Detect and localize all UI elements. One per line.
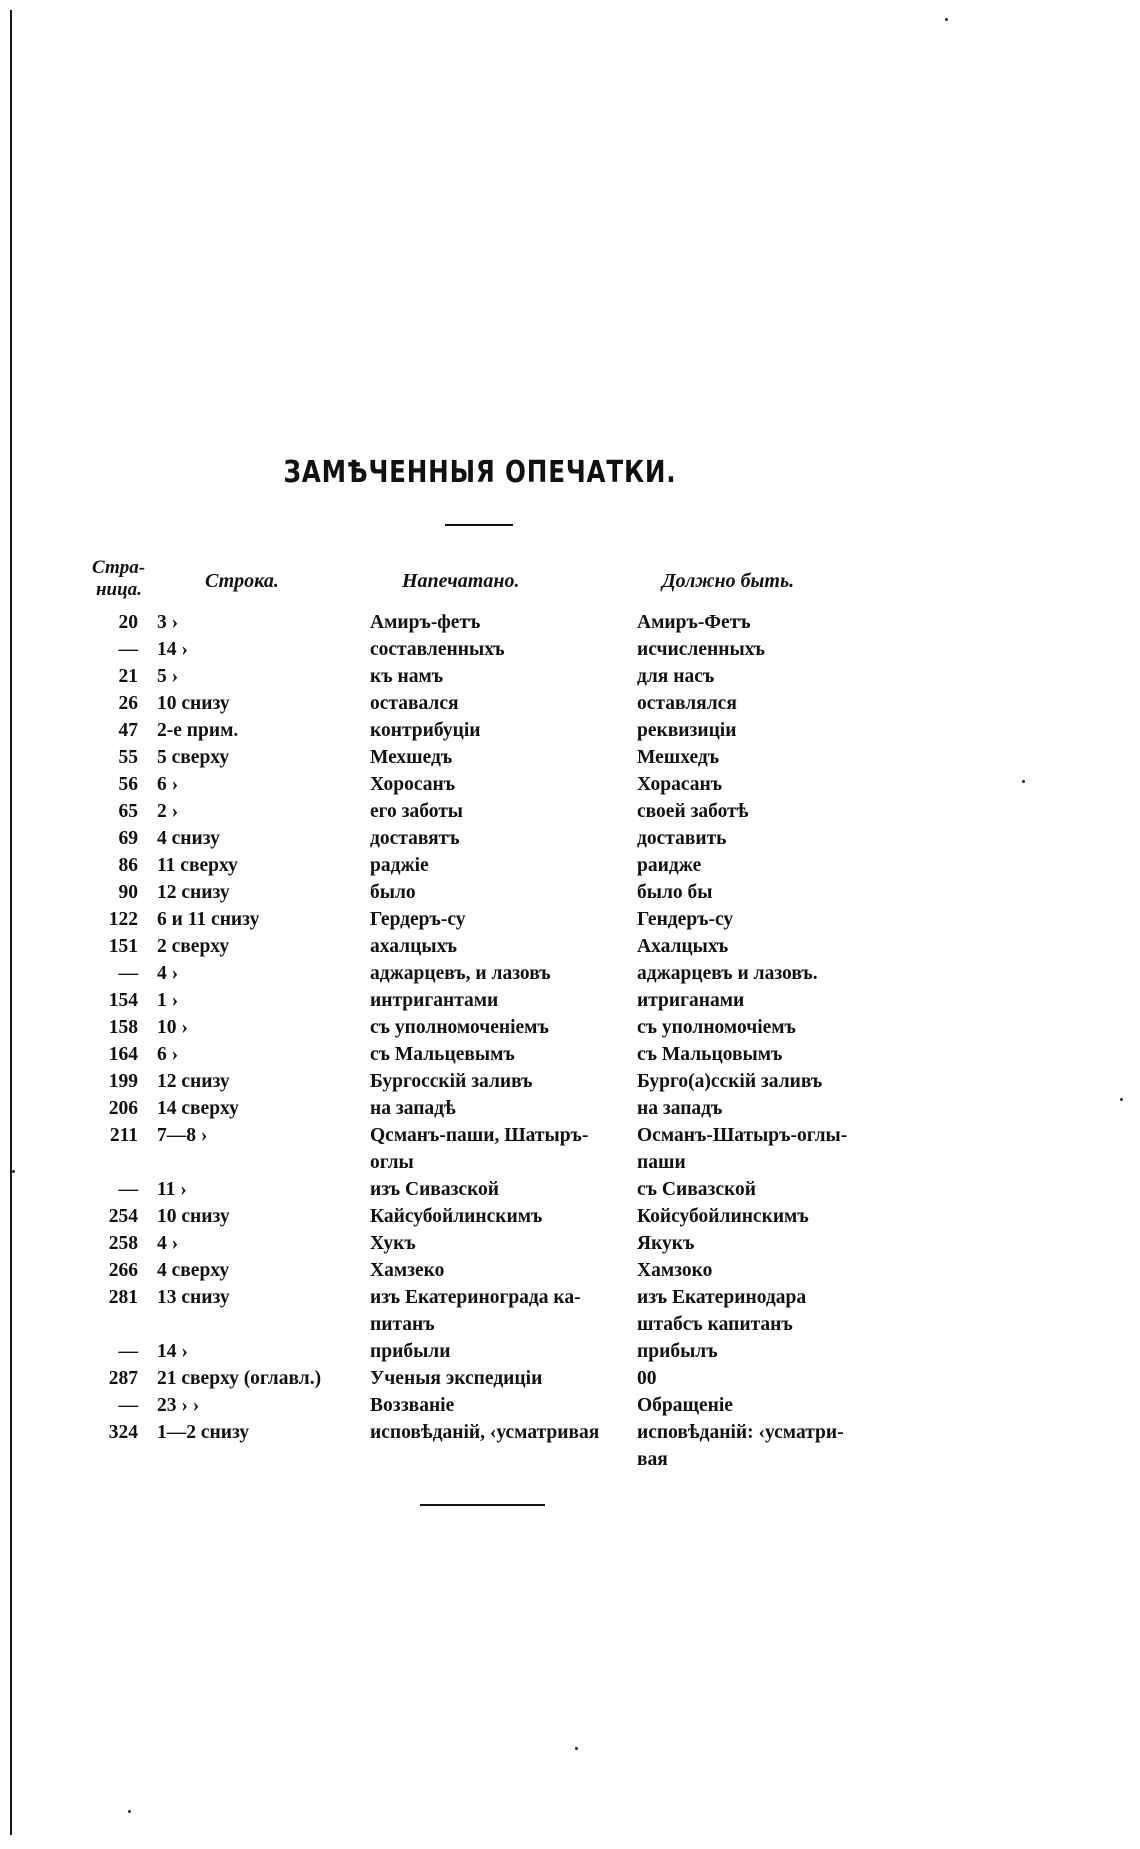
row-printed: Хоросанъ (370, 774, 456, 795)
header-page (92, 557, 145, 601)
row-should-be: Койсубойлинскимъ (637, 1206, 809, 1227)
row-line: 11 сверху (157, 855, 238, 876)
table-row (0, 825, 960, 852)
row-printed: Гердеръ-су (370, 909, 466, 930)
row-should-be: реквизиціи (637, 720, 737, 741)
row-should-be: прибылъ (637, 1341, 718, 1362)
row-should-be: Ахалцыхъ (637, 936, 729, 957)
row-should-be: своей заботѣ (637, 801, 749, 822)
row-should-be: было бы (637, 882, 713, 903)
row-page: 266 (108, 1260, 138, 1281)
row-should-be: 00 (637, 1368, 657, 1389)
row-printed: было (370, 882, 416, 903)
row-should-be: Якукъ (637, 1233, 695, 1254)
row-line: 6 › (157, 1044, 179, 1065)
row-page: — (118, 639, 138, 660)
row-line: 3 › (157, 612, 179, 633)
row-should-be: Гендеръ-су (637, 909, 734, 930)
table-row (0, 771, 960, 798)
header-page-line: ница. (96, 579, 142, 600)
row-page: 199 (108, 1071, 138, 1092)
table-row (0, 609, 960, 636)
table-row (0, 1041, 960, 1068)
row-line: 10 снизу (157, 1206, 230, 1227)
row-printed: Кайсубойлинскимъ (370, 1206, 543, 1227)
row-printed: его заботы (370, 801, 464, 822)
row-page: 26 (118, 693, 138, 714)
row-should-be: Хорасанъ (637, 774, 723, 795)
table-row (0, 663, 960, 690)
table-header (0, 555, 960, 611)
row-line: 14 сверху (157, 1098, 239, 1119)
row-page: 56 (118, 774, 138, 795)
row-printed: раджіе (370, 855, 429, 876)
row-printed: прибыли (370, 1341, 451, 1362)
table-row (0, 1068, 960, 1095)
row-should-be: изъ Екатеринодара штабсъ капитанъ (637, 1287, 807, 1335)
row-line: 7—8 › (157, 1125, 208, 1146)
row-line: 4 снизу (157, 828, 220, 849)
row-page: — (118, 1179, 138, 1200)
row-printed: ахалцыхъ (370, 936, 457, 957)
row-should-be: исповѣданій: ‹усматри- вая (637, 1422, 844, 1470)
row-should-be: Амиръ-Фетъ (637, 612, 751, 633)
row-line: 21 сверху (оглавл.) (157, 1368, 322, 1389)
header-should-be: Должно быть. (662, 570, 795, 592)
row-printed: Хамзеко (370, 1260, 445, 1281)
row-line: 4 › (157, 963, 179, 984)
row-printed: контрибуціи (370, 720, 481, 741)
speck (945, 18, 948, 21)
row-should-be: исчисленныхъ (637, 639, 766, 660)
row-line: 5 › (157, 666, 179, 687)
row-should-be: съ Сивазской (637, 1179, 756, 1200)
row-page: 281 (108, 1287, 138, 1308)
row-page: 154 (108, 990, 138, 1011)
row-line: 6 и 11 снизу (157, 909, 260, 930)
table-row (0, 1284, 960, 1338)
errata-table (0, 609, 960, 1473)
speck (1120, 1098, 1123, 1101)
row-page: 324 (108, 1422, 138, 1443)
row-page: 86 (118, 855, 138, 876)
table-row (0, 1392, 960, 1419)
row-should-be: для насъ (637, 666, 715, 687)
row-page: 258 (108, 1233, 138, 1254)
row-page: 254 (108, 1206, 138, 1227)
row-page: — (118, 1341, 138, 1362)
table-row (0, 1203, 960, 1230)
row-page: 55 (118, 747, 138, 768)
row-printed: доставятъ (370, 828, 460, 849)
table-row (0, 1365, 960, 1392)
row-page: 164 (108, 1044, 138, 1065)
row-printed: Хукъ (370, 1233, 416, 1254)
row-printed: Воззваніе (370, 1395, 455, 1416)
row-line: 2-е прим. (157, 720, 239, 741)
table-row (0, 1419, 960, 1473)
row-printed: къ намъ (370, 666, 444, 687)
row-printed: Амиръ-фетъ (370, 612, 481, 633)
row-page: — (118, 963, 138, 984)
row-page: 211 (109, 1125, 138, 1146)
header-page-line: Стра- (92, 557, 146, 578)
row-page: 122 (108, 909, 138, 930)
row-printed: интригантами (370, 990, 499, 1011)
table-row (0, 690, 960, 717)
table-row (0, 987, 960, 1014)
row-line: 12 снизу (157, 1071, 230, 1092)
header-printed: Напечатано. (402, 570, 520, 592)
row-should-be: Османъ-Шатыръ-оглы- паши (637, 1125, 848, 1173)
row-line: 1—2 снизу (157, 1422, 250, 1443)
table-row (0, 852, 960, 879)
row-should-be: аджарцевъ и лазовъ. (637, 963, 818, 984)
table-row (0, 744, 960, 771)
row-page: 65 (118, 801, 138, 822)
row-page: 158 (108, 1017, 138, 1038)
title-rule (445, 524, 513, 526)
row-printed: Qсманъ-паши, Шатыръ- оглы (370, 1125, 589, 1173)
row-page: 90 (118, 882, 138, 903)
closing-rule (420, 1504, 545, 1506)
table-row (0, 1122, 960, 1176)
row-line: 1 › (157, 990, 179, 1011)
table-row (0, 1014, 960, 1041)
speck (1022, 780, 1025, 783)
row-page: 287 (108, 1368, 138, 1389)
row-printed: на западѣ (370, 1098, 456, 1119)
row-should-be: доставить (637, 828, 727, 849)
row-page: — (118, 1395, 138, 1416)
table-row (0, 1095, 960, 1122)
row-line: 23 › › (157, 1395, 200, 1416)
row-should-be: Хамзоко (637, 1260, 713, 1281)
row-should-be: Мешхедъ (637, 747, 720, 768)
row-line: 10 › (157, 1017, 188, 1038)
row-printed: изъ Сивазской (370, 1179, 500, 1200)
row-line: 5 сверху (157, 747, 230, 768)
row-printed: съ Мальцевымъ (370, 1044, 515, 1065)
row-should-be: итриганами (637, 990, 745, 1011)
row-line: 11 › (157, 1179, 187, 1200)
table-row (0, 1338, 960, 1365)
table-row (0, 1230, 960, 1257)
row-line: 6 › (157, 774, 179, 795)
row-printed: Мехшедъ (370, 747, 453, 768)
row-line: 14 › (157, 639, 188, 660)
row-line: 12 снизу (157, 882, 230, 903)
speck (128, 1810, 131, 1813)
row-should-be: съ уполномочіемъ (637, 1017, 796, 1038)
table-row (0, 906, 960, 933)
row-page: 151 (108, 936, 138, 957)
table-row (0, 1176, 960, 1203)
table-row (0, 933, 960, 960)
header-line: Строка. (205, 570, 279, 592)
row-line: 4 сверху (157, 1260, 230, 1281)
table-row (0, 1257, 960, 1284)
table-row (0, 879, 960, 906)
row-printed: составленныхъ (370, 639, 505, 660)
row-page: 69 (118, 828, 138, 849)
row-line: 2 › (157, 801, 179, 822)
page-title: ЗАМѢЧЕННЫЯ ОПЕЧАТКИ. (283, 455, 677, 490)
row-line: 13 снизу (157, 1287, 230, 1308)
row-line: 4 › (157, 1233, 179, 1254)
row-should-be: Бурго(а)сскій заливъ (637, 1071, 823, 1092)
row-should-be: оставлялся (637, 693, 737, 714)
row-page: 20 (118, 612, 138, 633)
table-row (0, 798, 960, 825)
row-line: 14 › (157, 1341, 188, 1362)
row-should-be: на западъ (637, 1098, 723, 1119)
table-row (0, 960, 960, 987)
row-line: 2 сверху (157, 936, 230, 957)
row-printed: съ уполномоченіемъ (370, 1017, 549, 1038)
row-should-be: раидже (637, 855, 702, 876)
row-should-be: Обращеніе (637, 1395, 733, 1416)
speck (575, 1747, 578, 1750)
row-printed: Ученыя экспедиціи (370, 1368, 543, 1389)
row-printed: аджарцевъ, и лазовъ (370, 963, 551, 984)
table-row (0, 717, 960, 744)
row-page: 21 (118, 666, 138, 687)
row-line: 10 снизу (157, 693, 230, 714)
row-printed: оставался (370, 693, 459, 714)
row-printed: исповѣданій, ‹усматривая (370, 1422, 600, 1443)
row-page: 47 (118, 720, 138, 741)
row-printed: изъ Екатеринограда ка- питанъ (370, 1287, 581, 1335)
table-row (0, 636, 960, 663)
row-page: 206 (108, 1098, 138, 1119)
row-should-be: съ Мальцовымъ (637, 1044, 783, 1065)
row-printed: Бургосскій заливъ (370, 1071, 533, 1092)
